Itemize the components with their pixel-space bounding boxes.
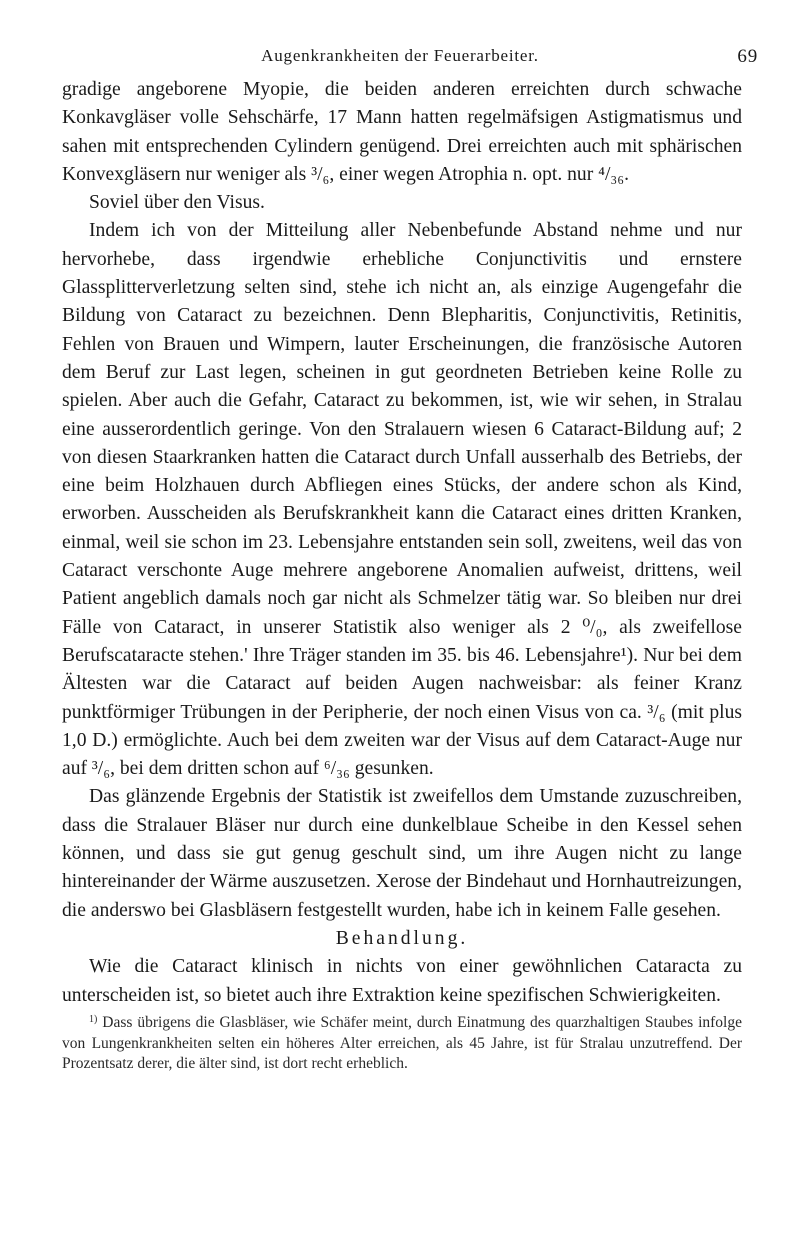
- page-body: [62, 76, 742, 1075]
- running-title: Augenkrankheiten der Feuerarbeiter.: [261, 46, 539, 65]
- footnote-text: Dass übrigens die Glasbläser, wie Schäfer meint, durch Einatmung des quarzhaltigen Staubes infolge von Lungenkrankheiten selten ein höheres Alter erreichen, als 45 Jahre, ist für Stralau unzutreffend. Der Prozentsatz derer, die älter sind, ist dort recht erheblich.: [62, 1013, 742, 1073]
- paragraph-cataract: Indem ich von der Mitteilung aller Nebenbefunde Abstand nehme und nur hervorhebe, dass irgendwie erhebliche Conjunctivitis und ernstere Glassplitterverletzung selten sind, stehe ich nicht an, als einzige Augengefahr die Bildung von Cataract zu bezeichnen. Denn Blepharitis, Conjunctivitis, Retinitis, Fehlen von Brauen und Wimpern, lauter Erscheinungen, die französische Autoren dem Beruf zur Last legen, scheinen in gut geordneten Betrieben keine Rolle zu spielen. Aber auch die Gefahr, Cataract zu bekommen, ist, wie wir sehen, in Stralau eine ausserordentlich geringe. Von den Stralauern wiesen 6 Cataract-Bildung auf; 2 von diesen Staarkranken hatten die Cataract durch Unfall ausserhalb des Betriebs, der eine beim Holzhauen durch Abfliegen eines Stücks, der andere schon als Kind, erworben. Ausscheiden als Berufskrankheit kann die Cataract eines dritten Kranken, einmal, weil sie schon im 23. Lebensjahre entstanden sein soll, zweitens, weil das von Cataract verschonte Auge mehrere angeborene Anomalien aufweist, drittens, weil Patient angeblich damals noch gar nicht als Schmelzer tätig war. So bleiben nur drei Fälle von Cataract, in unserer Statistik also weniger als 2 ⁰/₀, als zweifellose Berufscataracte stehen.' Ihre Träger standen im 35. bis 46. Lebensjahre¹). Nur bei dem Ältesten war die Cataract auf beiden Augen nachweisbar: als feiner Kranz punktförmiger Trübungen in der Peripherie, der noch einen Visus von ca. ³/₆ (mit plus 1,0 D.) ermöglichte. Auch bei dem zweiten war der Visus auf dem Cataract-Auge nur auf ³/₆, bei dem dritten schon auf ⁶/₃₆ gesunken.: [62, 220, 742, 780]
- paragraph-treatment: Wie die Cataract klinisch in nichts von einer gewöhnlichen Cataracta zu unterscheiden ist, so bietet auch ihre Extraktion keine spezifischen Schwierigkeiten.: [62, 956, 742, 1006]
- paragraph-visus-summary: Soviel über den Visus.: [89, 192, 265, 214]
- section-heading: Behandlung.: [335, 927, 469, 949]
- page-number: 69: [737, 46, 758, 67]
- paragraph-result: Das glänzende Ergebnis der Statistik ist zweifellos dem Umstande zuzuschreiben, dass die Stralauer Bläser nur durch eine dunkelblaue Scheibe in den Kessel sehen können, und dass sie gut genug geschult sind, um ihre Augen nicht zu lange hintereinander der Wärme auszusetzen. Xerose der Bindehaut und Hornhautreizungen, die anderswo bei Glasbläsern festgestellt wurden, habe ich in keinem Falle gesehen.: [62, 786, 742, 921]
- paragraph-continued: gradige angeborene Myopie, die beiden anderen erreichten durch schwache Konkavgläser volle Sehschärfe, 17 Mann hatten regelmäfsigen Astigmatismus und sahen mit entsprechenden Cylindern genügend. Drei erreichten auch mit sphärischen Konvexgläsern nur weniger als ³/₆, einer wegen Atrophia n. opt. nur ⁴/₃₆.: [62, 79, 742, 185]
- footnote: [62, 1010, 742, 1075]
- footnote-marker: 1): [89, 1013, 98, 1025]
